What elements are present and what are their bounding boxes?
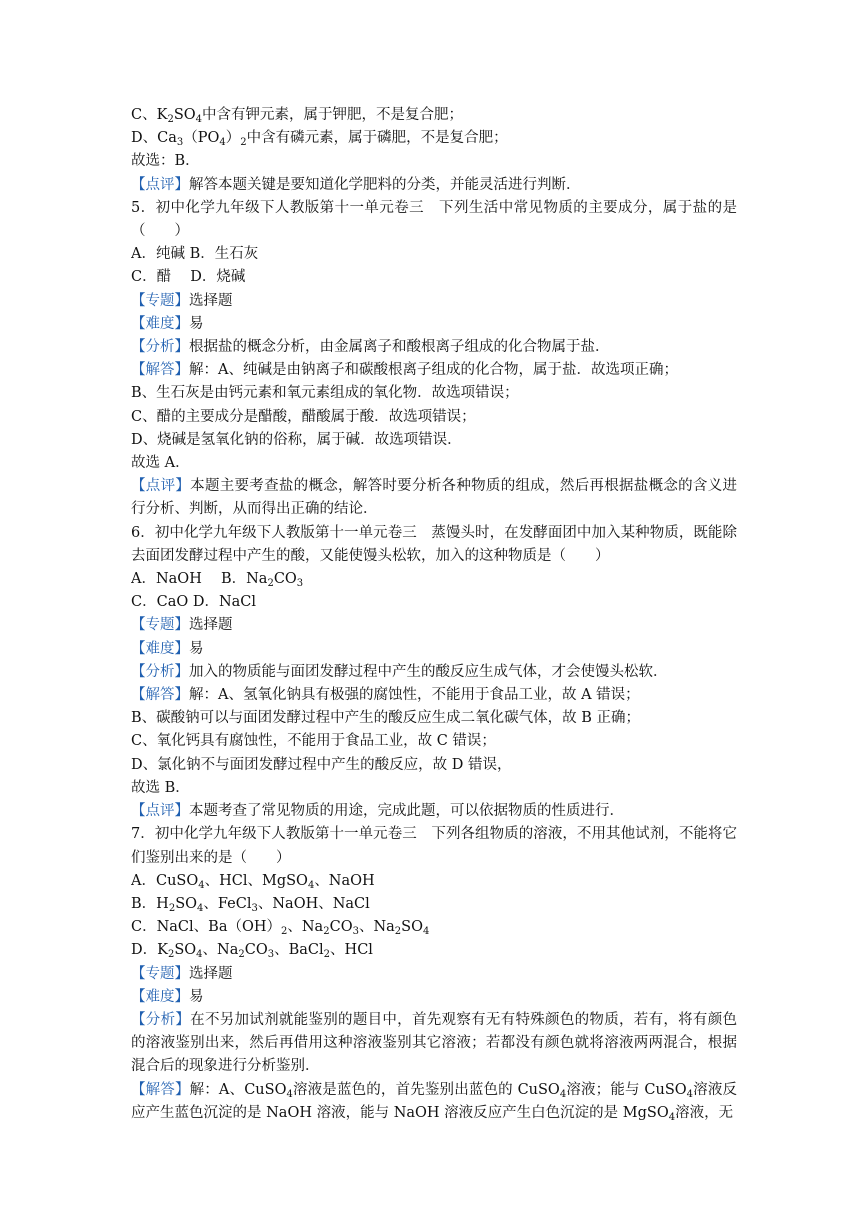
answer-tag: 【解答】 xyxy=(131,362,189,379)
analysis-tag: 【分析】 xyxy=(131,663,189,680)
q6-options-ab: A．NaOH B．$Na_2CO_3$ xyxy=(131,571,304,590)
q6-choice: 故选 B． xyxy=(131,779,190,796)
difficulty-tag: 【难度】 xyxy=(131,640,189,657)
q5-topic: 【专题】选择题 xyxy=(131,292,233,309)
q7-answer: 【解答】解：A、CuSO$_4$溶液是蓝色的，首先鉴别出蓝色的 CuSO$_4$溶液；能与 CuSO$_4$溶液反应产生蓝色沉淀的是 NaOH 溶液，能与 NaOH 溶液反应产生白色沉淀的是 MgSO$_4$溶液，无 xyxy=(131,1081,737,1123)
q6-answer-c: C、氧化钙具有腐蚀性，不能用于食品工业，故 C 错误； xyxy=(131,733,496,750)
q6-answer-b: B、碳酸钠可以与面团发酵过程中产生的酸反应生成二氧化碳气体，故 B 正确； xyxy=(131,710,641,727)
prev-choice: 故选：B． xyxy=(131,153,200,170)
q5-options-ab: A．纯碱 B．生石灰 xyxy=(131,246,259,263)
q6-answer-a: 【解答】解：A、氢氧化钠具有极强的腐蚀性，不能用于食品工业，故 A 错误； xyxy=(131,687,640,704)
q6-answer-d: D、氯化钠不与面团发酵过程中产生的酸反应，故 D 错误， xyxy=(131,756,512,773)
q7-option-c: C．NaCl、$Ba(OH)_2$、$Na_2CO_3$、$Na_2SO_4$ xyxy=(131,919,430,938)
q5-answer-d: D、烧碱是氢氧化钠的俗称，属于碱．故选项错误． xyxy=(131,431,462,448)
analysis-tag: 【分析】 xyxy=(131,1011,191,1028)
document-body xyxy=(131,104,737,1125)
q5-options-cd: C．醋 D．烧碱 xyxy=(131,269,246,286)
prev-option-c: C、$K_2SO_4$中含有钾元素，属于钾肥，不是复合肥； xyxy=(131,107,464,125)
prev-comment: 【点评】解答本题关键是要知道化学肥料的分类，并能灵活进行判断． xyxy=(131,176,581,193)
q6-difficulty: 【难度】易 xyxy=(131,640,204,657)
difficulty-tag: 【难度】 xyxy=(131,315,189,332)
q5-stem: 5．初中化学九年级下人教版第十一单元卷三 下列生活中常见物质的主要成分，属于盐的是（ ） xyxy=(131,199,737,240)
topic-tag: 【专题】 xyxy=(131,965,189,982)
comment-tag: 【点评】 xyxy=(131,176,189,193)
analysis-tag: 【分析】 xyxy=(131,339,189,356)
q7-option-d: D．$K_2SO_4$、$Na_2CO_3$、BaCl$_2$、HCl xyxy=(131,942,373,961)
q7-option-a: A．CuSO$_4$、HCl、MgSO$_4$、NaOH xyxy=(131,872,375,891)
q5-choice: 故选 A． xyxy=(131,455,190,472)
q5-difficulty: 【难度】易 xyxy=(131,315,204,332)
q7-topic: 【专题】选择题 xyxy=(131,965,233,982)
q6-analysis: 【分析】加入的物质能与面团发酵过程中产生的酸反应生成气体，才会使馒头松软． xyxy=(131,663,668,680)
q6-topic: 【专题】选择题 xyxy=(131,617,233,634)
q7-option-b: B．$H_2SO_4$、FeCl$_3$、NaOH、NaCl xyxy=(131,895,370,914)
q6-options-cd: C．CaO D．NaCl xyxy=(131,594,257,611)
q6-comment: 【点评】本题考查了常见物质的用途，完成此题，可以依据物质的性质进行． xyxy=(131,803,624,820)
q7-stem: 7．初中化学九年级下人教版第十一单元卷三 下列各组物质的溶液，不用其他试剂，不能将它们鉴别出来的是（ ） xyxy=(131,826,737,866)
difficulty-tag: 【难度】 xyxy=(131,988,189,1005)
topic-tag: 【专题】 xyxy=(131,292,189,309)
q5-analysis: 【分析】根据盐的概念分析，由金属离子和酸根离子组成的化合物属于盐． xyxy=(131,339,610,356)
answer-tag: 【解答】 xyxy=(131,687,189,704)
q5-answer-b: B、生石灰是由钙元素和氧元素组成的氧化物．故选项错误； xyxy=(131,385,519,402)
prev-option-d: D、$Ca_3(PO_4)_2$中含有磷元素，属于磷肥，不是复合肥； xyxy=(131,130,508,149)
topic-tag: 【专题】 xyxy=(131,617,189,634)
comment-tag: 【点评】 xyxy=(131,478,191,495)
answer-tag: 【解答】 xyxy=(131,1081,190,1098)
q6-stem: 6．初中化学九年级下人教版第十一单元卷三 蒸馒头时，在发酵面团中加入某种物质，既能除去面团发酵过程中产生的酸，又能使馒头松软，加入的这种物质是（ ） xyxy=(131,524,737,564)
q5-answer-a: 【解答】解：A、纯碱是由钠离子和碳酸根离子组成的化合物，属于盐．故选项正确； xyxy=(131,362,678,379)
q5-comment: 【点评】本题主要考查盐的概念，解答时要分析各种物质的组成，然后再根据盐概念的含义进行分析、判断，从而得出正确的结论． xyxy=(131,478,738,518)
comment-tag: 【点评】 xyxy=(131,803,189,820)
q7-difficulty: 【难度】易 xyxy=(131,988,204,1005)
q7-analysis: 【分析】在不另加试剂就能鉴别的题目中，首先观察有无有特殊颜色的物质，若有，将有颜色的溶液鉴别出来，然后再借用这种溶液鉴别其它溶液；若都没有颜色就将溶液两两混合，根据混合后的现象进行分析鉴别． xyxy=(131,1011,738,1075)
q5-answer-c: C、醋的主要成分是醋酸，醋酸属于酸．故选项错误； xyxy=(131,408,476,425)
